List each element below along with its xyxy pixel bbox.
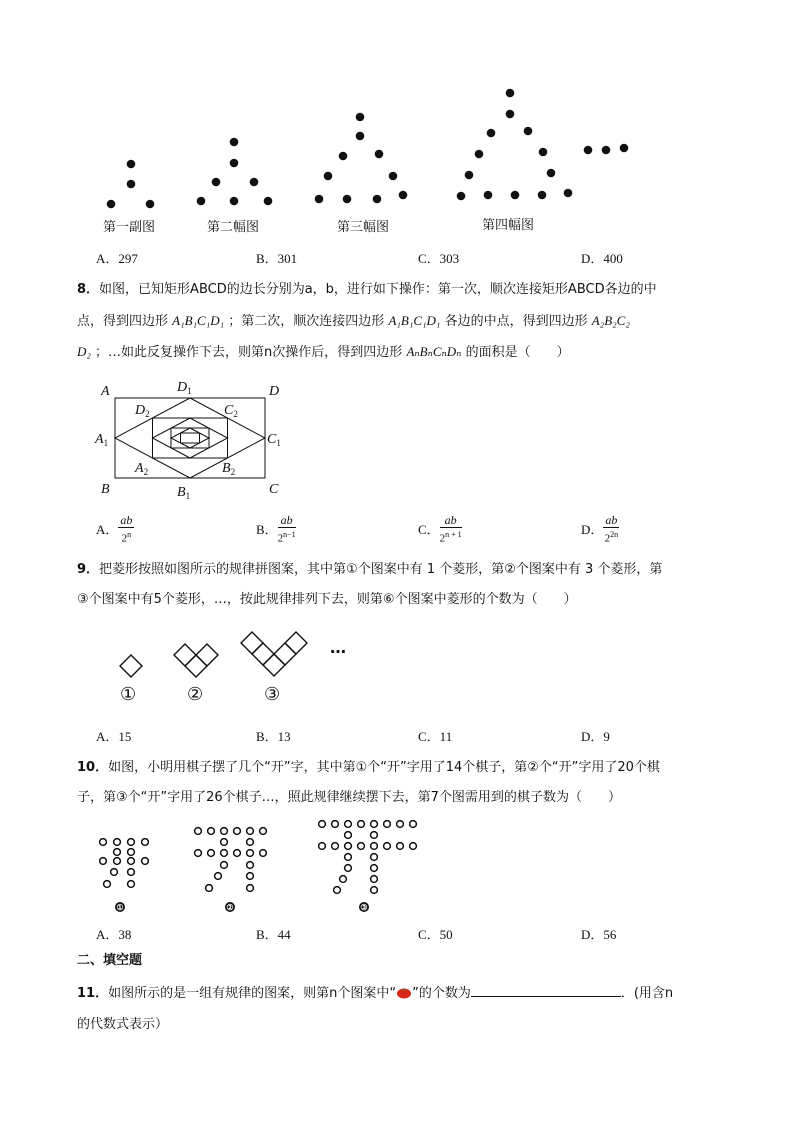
rhombus: [252, 643, 274, 665]
chess-piece: [340, 876, 347, 883]
ellipsis-dot: [602, 146, 611, 155]
q10-chess-figures: [90, 812, 430, 918]
chess-piece: [142, 839, 149, 846]
chess-piece: [234, 850, 241, 857]
chess-piece: [247, 828, 254, 835]
rhombus: [174, 644, 196, 666]
q7-option-d[interactable]: D．400: [581, 251, 623, 266]
dot: [506, 110, 515, 119]
dot: [399, 191, 408, 200]
q7-caption-2: 第二幅图: [207, 220, 260, 235]
chess-piece: [371, 821, 378, 828]
q9-label-3: ③: [264, 684, 281, 705]
chess-piece: [128, 881, 135, 888]
chess-piece: [215, 873, 222, 880]
q9-line-2: [77, 591, 577, 609]
chess-piece: [208, 828, 215, 835]
chess-piece: [260, 850, 267, 857]
dot: [250, 178, 259, 187]
label-c1: $C_1$: [267, 432, 281, 448]
dot: [506, 89, 515, 98]
chess-piece: [384, 843, 391, 850]
q8-line-3: [77, 343, 570, 362]
q11-text-c: ．(用含n: [620, 986, 674, 1001]
dot: [212, 178, 221, 187]
chess-piece: [234, 828, 241, 835]
chess-piece: [104, 881, 111, 888]
chess-piece: [111, 869, 118, 876]
dot: [107, 200, 116, 209]
q10-option-d[interactable]: D．56: [581, 927, 617, 942]
q8-quad-1: A₁B₁C₁D₁: [172, 313, 225, 328]
q8-text-3d: 的面积是（ ）: [461, 345, 570, 360]
chess-piece: [345, 843, 352, 850]
chess-piece: [114, 849, 121, 856]
q10-option-b[interactable]: B．44: [256, 927, 291, 942]
label-a2: $A_2$: [135, 461, 149, 477]
option-letter: D．: [581, 521, 604, 537]
q9-label-1: ①: [120, 684, 137, 705]
label-d2: $D_2$: [135, 403, 150, 419]
q8-option-c[interactable]: [418, 514, 462, 546]
rhombus: [274, 643, 296, 665]
q9-option-b[interactable]: B．13: [256, 729, 291, 744]
q7-caption-4: 第四幅图: [482, 218, 535, 233]
dot: [146, 200, 155, 209]
fraction: $\frac{ab}{2^{n-1}}$: [277, 513, 296, 545]
rect-a2b2c2d2: [153, 418, 228, 458]
q8-text-2a: 点，得到四边形: [77, 314, 173, 329]
dot: [315, 195, 324, 204]
chess-piece: [208, 850, 215, 857]
rect-4: [171, 428, 209, 448]
dot: [511, 191, 520, 200]
q10-text-1: 如图，小明用棋子摆了几个“开”字，其中第①个“开”字用了14个棋子，第②个“开”字用了20个棋: [108, 760, 660, 775]
dot: [230, 159, 239, 168]
chess-piece: [371, 876, 378, 883]
q8-option-a[interactable]: [96, 514, 134, 546]
q9-option-d[interactable]: D．9: [581, 729, 610, 744]
q11-line-1: [77, 983, 673, 1003]
dot: [524, 127, 533, 136]
chess-piece: [345, 832, 352, 839]
chess-piece: [410, 821, 417, 828]
ellipsis-dot: [620, 144, 629, 153]
chess-piece: [206, 885, 213, 892]
rhombus-5: [171, 428, 209, 448]
dot: [197, 197, 206, 206]
q11-text-a: 如图所示的是一组有规律的图案，则第n个图案中“: [108, 986, 397, 1001]
rhombus: [196, 644, 218, 666]
dot: [230, 197, 239, 206]
label-b: B: [101, 482, 110, 497]
label-d1: $D_1$: [177, 380, 192, 396]
q11-text-b: ”的个数为: [412, 986, 471, 1001]
chess-piece: [221, 850, 228, 857]
q10-number: 10．: [77, 760, 109, 775]
q8-quad-n: AₙBₙCₙDₙ: [406, 344, 462, 359]
q7-caption-3: 第三幅图: [337, 220, 390, 235]
q8-number: 8．: [77, 282, 100, 297]
chess-piece: [332, 821, 339, 828]
q10-fig-label-3: ③: [360, 903, 368, 912]
dot: [324, 172, 333, 181]
q10-text-2: 子，第③个“开”字用了26个棋子…，照此规律继续摆下去，第7个图需用到的棋子数为（ ）: [77, 790, 621, 805]
label-c: C: [269, 482, 279, 497]
chess-piece: [345, 854, 352, 861]
dot: [356, 113, 365, 122]
option-letter: C．: [418, 521, 440, 537]
chess-piece: [247, 862, 254, 869]
dot: [127, 180, 136, 189]
q8-text-3b: ；…如此反复操作下去，则第n次操作后，得到四边形: [90, 345, 407, 360]
chess-piece: [371, 854, 378, 861]
chess-piece: [410, 843, 417, 850]
chess-piece: [221, 862, 228, 869]
chess-piece: [114, 858, 121, 865]
q7-dot-figures: [95, 84, 640, 212]
q8-quad-2-end: D₂: [77, 344, 91, 359]
dot: [465, 171, 474, 180]
q9-text-2: ③个图案中有5个菱形，…，按此规律排列下去，则第⑥个图案中菱形的个数为（ ）: [77, 592, 577, 607]
q8-text-2c: ；第二次，顺次连接四边形: [224, 314, 389, 329]
q10-fig-label-2: ②: [226, 903, 234, 912]
q9-option-a[interactable]: A．15: [96, 729, 132, 744]
rhombus: [285, 632, 307, 654]
dot: [475, 150, 484, 159]
q8-option-d[interactable]: [581, 514, 619, 546]
rhombus: [241, 632, 263, 654]
label-a1: $A_1$: [95, 432, 109, 448]
dot: [457, 192, 466, 201]
chess-piece: [384, 821, 391, 828]
chess-piece: [221, 828, 228, 835]
label-b1: $B_1$: [177, 485, 191, 501]
chess-piece: [371, 865, 378, 872]
q9-line-1: [77, 561, 662, 579]
chess-piece: [100, 839, 107, 846]
chess-piece: [128, 869, 135, 876]
chess-piece: [247, 873, 254, 880]
chess-piece: [397, 821, 404, 828]
q8-rectangle-figure: [92, 376, 292, 502]
q10-fig-label-1: ①: [116, 903, 124, 912]
q10-line-2: [77, 789, 621, 807]
chess-piece: [142, 858, 149, 865]
label-b2: $B_2$: [222, 461, 236, 477]
chess-piece: [334, 887, 341, 894]
chess-piece: [195, 850, 202, 857]
rect-6: [181, 433, 200, 443]
q9-text-1: 把菱形按照如图所示的规律拼图案，其中第①个图案中有 1 个菱形，第②个图案中有 3 个菱形，第: [99, 562, 663, 577]
chess-piece: [397, 843, 404, 850]
rhombus: [120, 655, 142, 677]
dot: [356, 132, 365, 141]
chess-piece: [195, 828, 202, 835]
dot: [487, 129, 496, 138]
dot: [484, 191, 493, 200]
q8-text-1: 如图，已知矩形ABCD的边长分别为a，b，进行如下操作：第一次，顺次连接矩形ABCD各边的中: [99, 282, 657, 297]
chess-piece: [345, 865, 352, 872]
chess-piece: [247, 839, 254, 846]
q11-line-2: [77, 1016, 168, 1034]
dot: [547, 169, 556, 178]
dot: [373, 195, 382, 204]
q8-quad-2-part: A₂B₂C₂: [591, 313, 630, 328]
q10-option-c[interactable]: C．50: [418, 927, 453, 942]
dot: [389, 172, 398, 181]
q11-answer-blank[interactable]: [471, 983, 621, 997]
q7-caption-1: 第一副图: [103, 220, 156, 235]
chess-piece: [128, 839, 135, 846]
rhombus: [185, 655, 207, 677]
q10-line-1: [77, 759, 660, 777]
q7-option-a[interactable]: A．297: [96, 251, 138, 266]
chess-piece: [332, 843, 339, 850]
dot: [538, 191, 547, 200]
q9-option-c[interactable]: C．11: [418, 729, 453, 744]
label-c2: $C_2$: [224, 403, 238, 419]
chess-piece: [358, 821, 365, 828]
q8-quad-1b: A₁B₁C₁D₁: [388, 313, 441, 328]
dot: [339, 152, 348, 161]
q8-text-2e: 各边的中点，得到四边形: [440, 314, 592, 329]
chess-piece: [358, 843, 365, 850]
chess-piece: [128, 858, 135, 865]
chess-piece: [128, 849, 135, 856]
chess-piece: [247, 850, 254, 857]
fraction: $\frac{ab}{2^n}$: [120, 513, 133, 545]
chess-piece: [345, 821, 352, 828]
option-letter: B．: [256, 521, 278, 537]
q10-option-a[interactable]: A．38: [96, 927, 132, 942]
q7-option-b[interactable]: B．301: [256, 251, 298, 266]
chess-piece: [247, 885, 254, 892]
q8-line-1: [77, 281, 657, 299]
q9-label-2: ②: [187, 684, 204, 705]
q9-number: 9．: [77, 562, 100, 577]
section-title: 二、填空题: [77, 953, 143, 968]
q8-line-2: [77, 312, 630, 331]
chess-piece: [260, 828, 267, 835]
dot: [564, 189, 573, 198]
rhombus-3: [153, 418, 228, 458]
q9-rhombus-figures: [110, 628, 360, 688]
dot: [375, 150, 384, 159]
label-d: D: [269, 384, 280, 399]
q7-option-c[interactable]: C．303: [418, 251, 460, 266]
chess-piece: [114, 839, 121, 846]
chess-piece: [371, 832, 378, 839]
q8-option-b[interactable]: [256, 514, 296, 546]
option-letter: A．: [96, 521, 119, 537]
q11-number: 11．: [77, 986, 109, 1001]
ellipsis-dot: [584, 146, 593, 155]
dot: [127, 160, 136, 169]
tomato-icon: [396, 986, 412, 999]
fraction: $\frac{ab}{2^{n + 1}}$: [439, 513, 462, 545]
chess-piece: [371, 887, 378, 894]
chess-piece: [100, 858, 107, 865]
dot: [264, 197, 273, 206]
rhombus: [263, 654, 285, 676]
dot: [343, 195, 352, 204]
label-a: A: [101, 384, 110, 399]
q11-text-2: 的代数式表示）: [77, 1017, 169, 1032]
chess-piece: [221, 839, 228, 846]
dot: [539, 148, 548, 157]
dot: [230, 138, 239, 147]
q9-ellipsis: …: [330, 638, 346, 657]
chess-piece: [371, 843, 378, 850]
chess-piece: [319, 843, 326, 850]
chess-piece: [319, 821, 326, 828]
fraction: $\frac{ab}{2^{2n}}$: [604, 513, 619, 545]
